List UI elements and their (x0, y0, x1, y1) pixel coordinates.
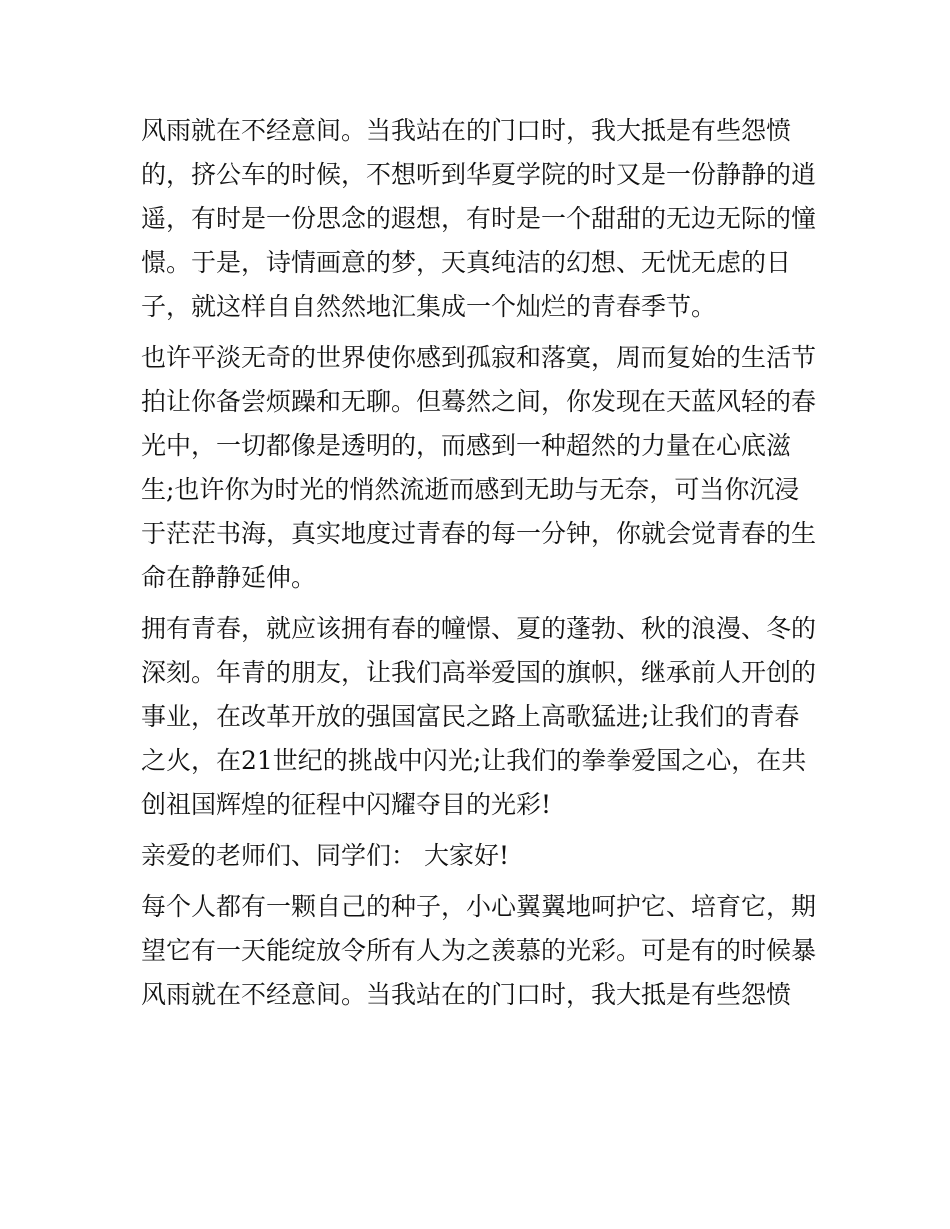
text-line: 拥有青春，就应该拥有春的幢憬、夏的蓬勃、秋的浪漫、冬的 (141, 614, 817, 643)
text-line: 生;也许你为时光的悄然流逝而感到无助与无奈，可当你沉浸 (141, 475, 800, 504)
text-line: 于茫茫书海，真实地度过青春的每一分钟，你就会觉青春的生 (141, 519, 817, 548)
text-line: 憬。于是，诗情画意的梦，天真纯洁的幻想、无忧无虑的日 (141, 248, 792, 277)
text-line: 事业，在改革开放的强国富民之路上高歌猛进;让我们的青春 (141, 702, 800, 731)
text-line: 拍让你备尝烦躁和无聊。但蓦然之间，你发现在天蓝风轻的春 (141, 387, 817, 416)
text-line: 子，就这样自自然然地汇集成一个灿烂的青春季节。 (141, 292, 717, 321)
document-body (141, 109, 831, 1017)
text-line: 也许平淡无奇的世界使你感到孤寂和落寞，周而复始的生活节 (141, 343, 817, 372)
text-line: 创祖国辉煌的征程中闪耀夺目的光彩! (141, 790, 552, 819)
text-line: 光中，一切都像是透明的，而感到一种超然的力量在心底滋 (141, 431, 792, 460)
greeting-paragraph (141, 834, 831, 878)
text-line: 风雨就在不经意间。当我站在的门口时，我大抵是有些怨愤 (141, 980, 792, 1009)
text-line: 风雨就在不经意间。当我站在的门口时，我大抵是有些怨愤 (141, 116, 792, 145)
text-line: 望它有一天能绽放令所有人为之羡慕的光彩。可是有的时候暴 (141, 936, 817, 965)
text-line: 命在静静延伸。 (141, 563, 317, 592)
paragraph-1 (141, 109, 831, 329)
text-line: 之火，在21世纪的挑战中闪光;让我们的拳拳爱国之心，在共 (141, 746, 807, 775)
text-line: 深刻。年青的朋友，让我们高举爱国的旗帜，继承前人开创的 (141, 658, 817, 687)
paragraph-3 (141, 607, 831, 827)
greeting-line: 亲爱的老师们、同学们： 大家好! (141, 841, 509, 870)
paragraph-5 (141, 885, 831, 1017)
text-line: 遥，有时是一份思念的遐想，有时是一个甜甜的无边无际的憧 (141, 204, 817, 233)
paragraph-2 (141, 336, 831, 600)
text-line: 的，挤公车的时候，不想听到华夏学院的时又是一份静静的逍 (141, 160, 817, 189)
text-line: 每个人都有一颗自己的种子，小心翼翼地呵护它、培育它，期 (141, 892, 817, 921)
